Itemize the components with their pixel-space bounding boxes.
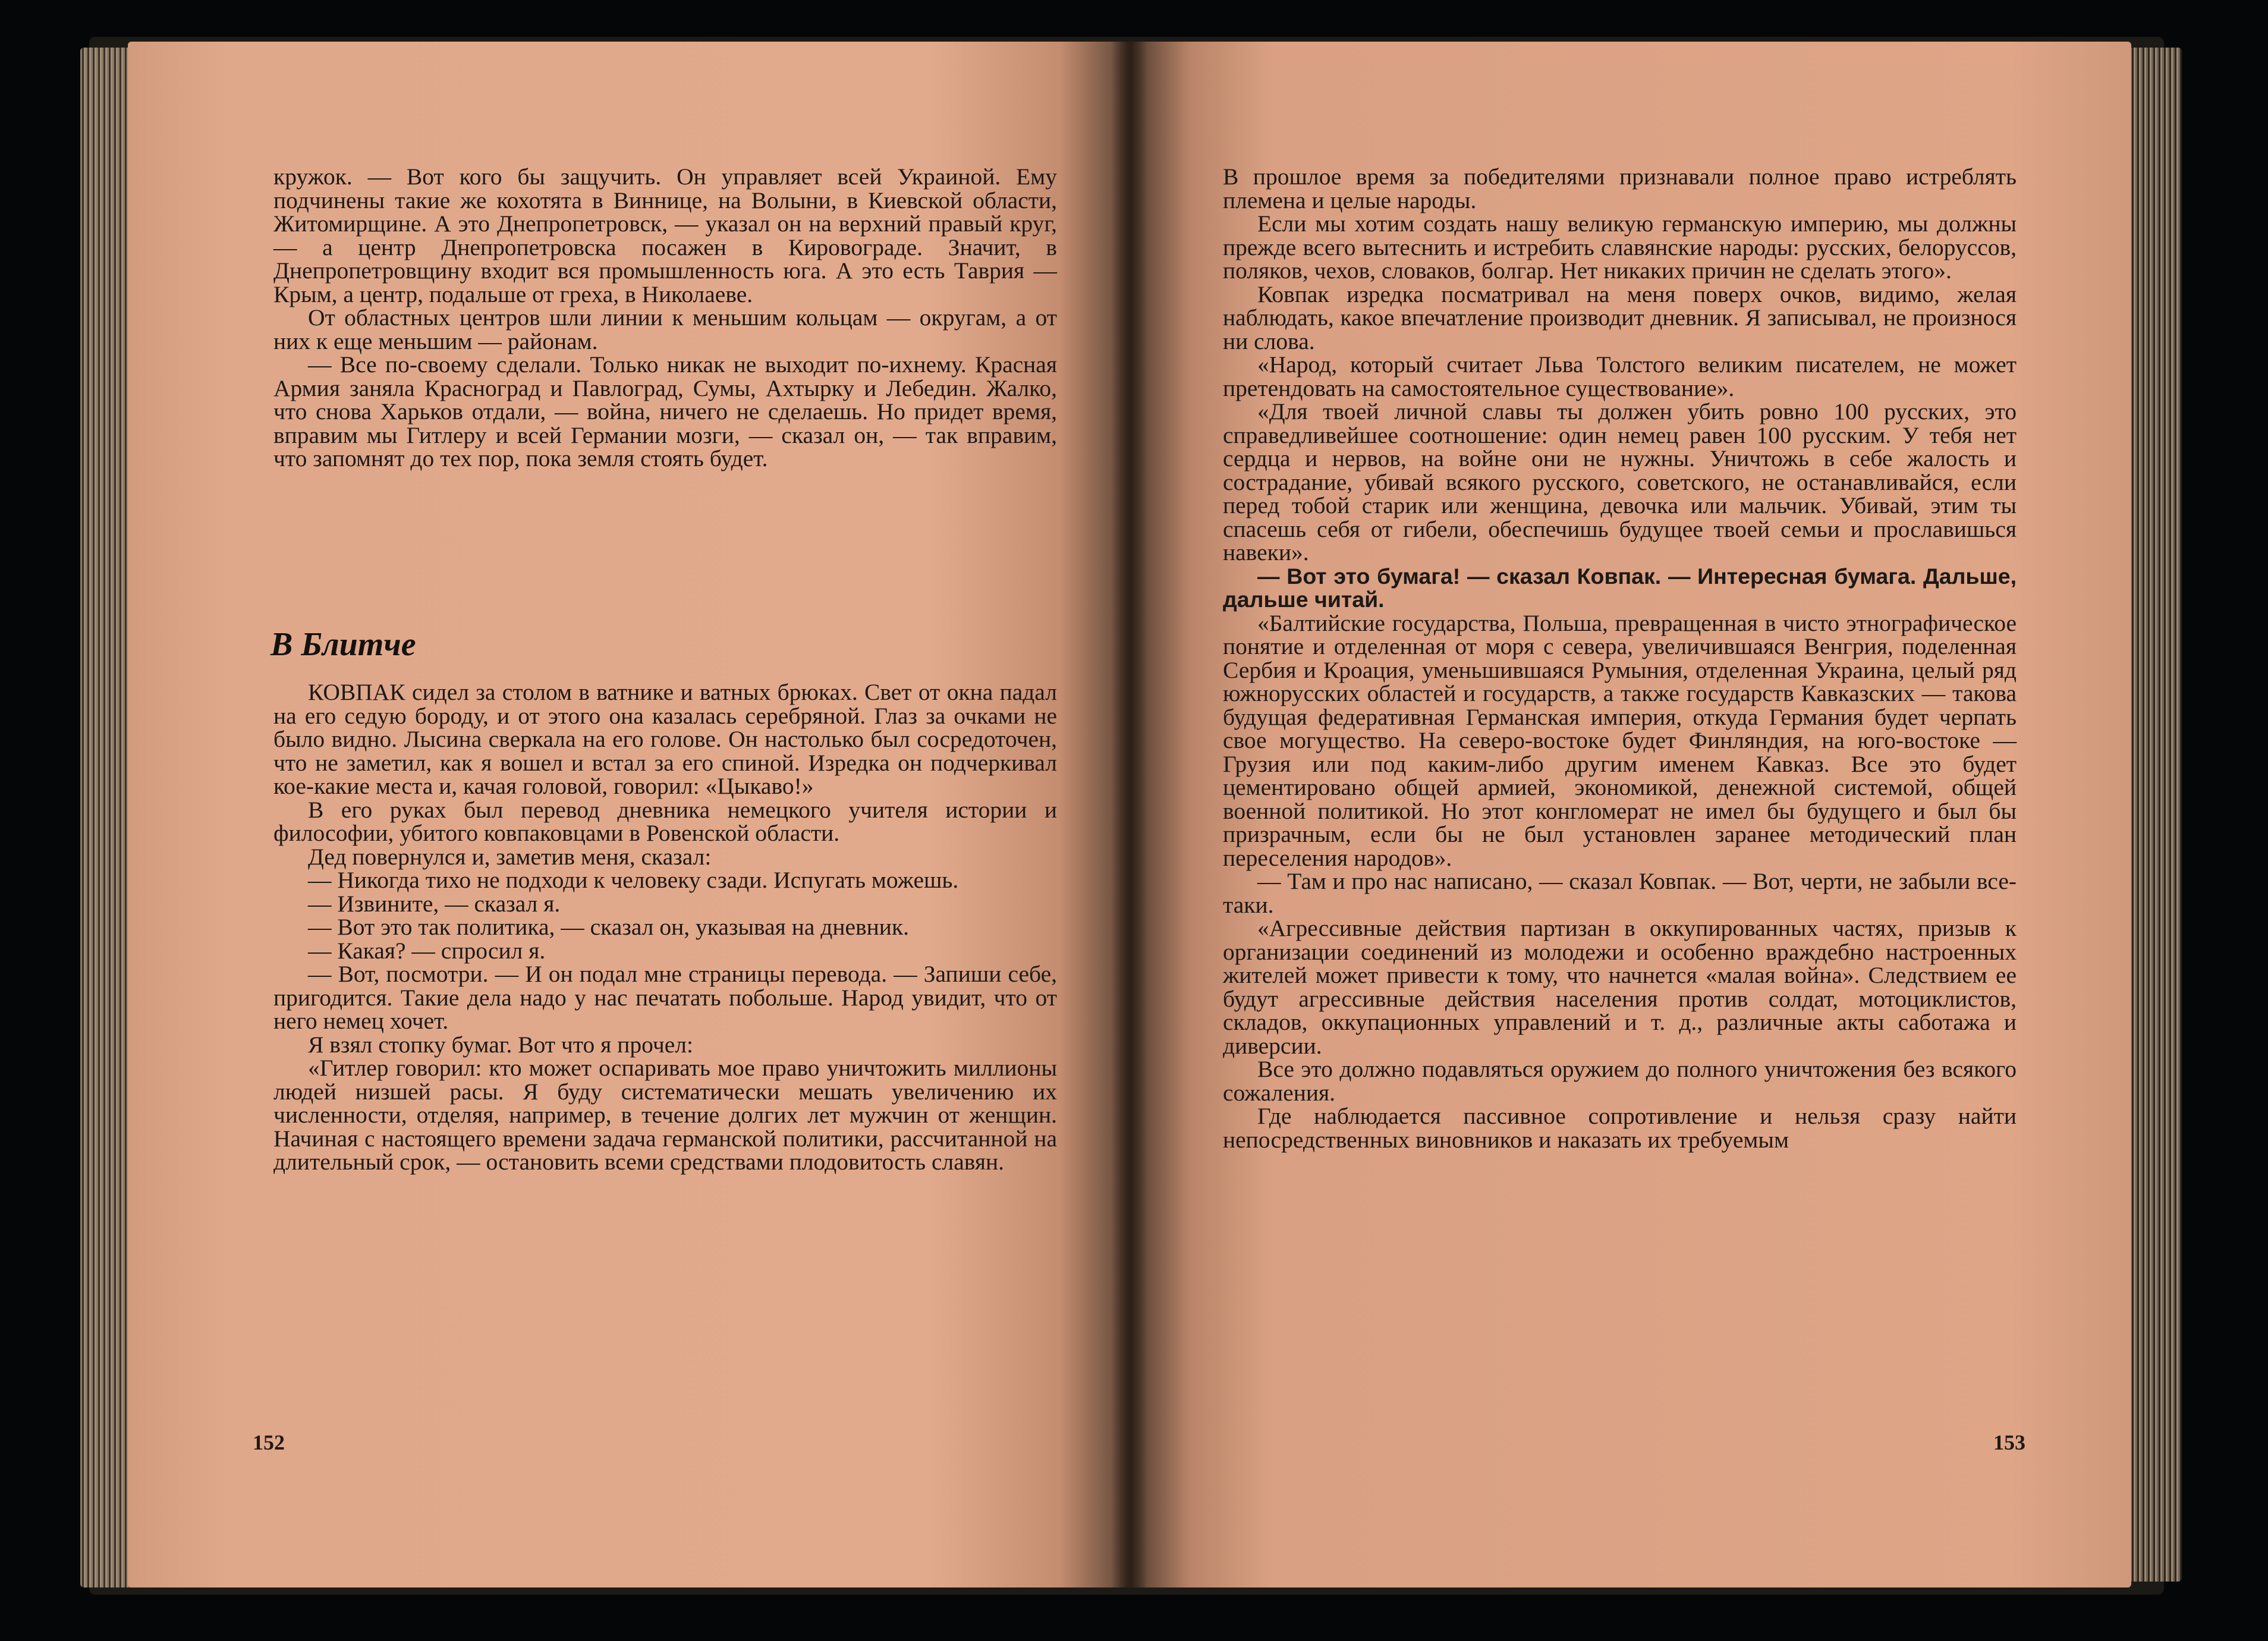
paragraph: Все это должно подавляться оружием до полного уничтожения без всякого сожаления.: [1223, 1056, 2017, 1106]
paragraph: «Балтийские государства, Польша, превращенная в чисто этнографическое понятие и отделенная от моря с севера, увеличившаяся Венгрия, поделенная Сербия и Кроация, уменьшившаяся Румыния, отделенная Украина, целый ряд южнорусских областей и государств, а также государств Кавказских — такова будущая федеративная Германская империя, откуда Германия будет черпать свое могущество. На северо-востоке будет Финляндия, на юго-востоке — Грузия или под каким-либо другим именем Кавказ. Все это будет цементировано общей армией, экономикой, денежной системой, общей военной политикой. Но этот конгломерат не имел бы будущего и был бы призрачным, если бы не был установлен заранее методический план переселения народов».: [1223, 609, 2017, 871]
left-page-section-text: [273, 681, 1057, 1174]
paragraph: — Все по-своему сделали. Только никак не выходит по-ихнему. Красная Армия заняла Красноград и Павлоград, Сумы, Ахтырку и Лебедин. Жалко, что снова Харьков отдали, — война, ничего не сделаешь. Но придет время, вправим мы Гитлеру и всей Германии мозги, — сказал он, — так вправим, что запомнят до тех пор, пока земля стоять будет.: [273, 351, 1057, 471]
left-page-continuation: [273, 165, 1057, 471]
section-heading: В Блитче: [270, 626, 416, 663]
paragraph: — Никогда тихо не подходи к человеку сзади. Испугать можешь.: [308, 867, 959, 893]
paragraph: Дед повернулся и, заметив меня, сказал:: [308, 843, 712, 870]
paragraph: Где наблюдается пассивное сопротивление и нельзя сразу найти непосредственных виновников и наказать их требуемым: [1223, 1103, 2017, 1153]
paragraph: «Для твоей личной славы ты должен убить ровно 100 русских, это справедливейшее соотношение: один немец равен 100 русским. У тебя нет сердца и нервов, на войне они не нужны. Уничтожь в себе жалость и сострадание, убивай всякого русского, советского, не останавливайся, если перед тобой старик или женщина, девочка или мальчик. Убивай, этим ты спасешь себя от гибели, обеспечишь будущее твоей семьи и прославишься навеки».: [1223, 398, 2017, 565]
paragraph: — Извините, — сказал я.: [308, 890, 561, 917]
paragraph: — Вот это бумага! — сказал Ковпак. — Интересная бумага. Дальше, дальше читай.: [1223, 563, 2017, 612]
paragraph: Ковпак изредка посматривал на меня поверх очков, видимо, желая наблюдать, какое впечатление производит дневник. Я записывал, не произнося ни слова.: [1223, 281, 2017, 354]
paragraph: В его руках был перевод дневника немецкого учителя истории и философии, убитого ковпаковцами в Ровенской области.: [273, 796, 1057, 846]
paragraph: «Агрессивные действия партизан в оккупированных частях, призыв к организации соединений из молодежи и особенно враждебно настроенных жителей может привести к тому, что начнется «малая война». Следствием ее будут агрессивные действия населения против солдат, мотоциклистов, складов, оккупационных управлений и т. д., различные акты саботажа и диверсии.: [1223, 915, 2017, 1059]
paragraph: «Гитлер говорил: кто может оспаривать мое право уничтожить миллионы людей низшей расы. Я буду систематически мешать увеличению их численности, отделяя, например, в течение долгих лет мужчин от женщин. Начиная с настоящего времени задача германской политики, рассчитанной на длительный срок, — остановить всеми средствами плодовитость славян.: [273, 1055, 1057, 1175]
paragraph: Если мы хотим создать нашу великую германскую империю, мы должны прежде всего вытеснить и истребить славянские народы: русских, белоруссов, поляков, чехов, словаков, болгар. Нет никаких причин не сделать этого».: [1223, 210, 2017, 284]
page-number-left: 152: [253, 1431, 285, 1454]
page-edges-left: [80, 48, 134, 1587]
right-page-text: [1223, 165, 2017, 1152]
book-gutter: [1112, 42, 1147, 1587]
paragraph: — Какая? — спросил я.: [308, 937, 546, 964]
paragraph: — Вот это так политика, — сказал он, указывая на дневник.: [308, 914, 910, 940]
paragraph: КОВПАК сидел за столом в ватнике и ватных брюках. Свет от окна падал на его седую бороду, и от этого она казалась серебряной. Глаз за очками не было видно. Лысина сверкала на его голове. Он настолько был сосредоточен, что не заметил, как я вошел и встал за его спиной. Изредка он подчеркивал кое-какие места и, качая головой, говорил: «Цыкаво!»: [273, 679, 1057, 799]
paragraph: В прошлое время за победителями признавали полное право истреблять племена и целые народы.: [1223, 164, 2017, 213]
paragraph: — Вот, посмотри. — И он подал мне страницы перевода. — Запиши себе, пригодится. Такие дела надо у нас печатать побольше. Народ увидит, что от него немец хочет.: [273, 961, 1057, 1034]
paragraph: От областных центров шли линии к меньшим кольцам — округам, а от них к еще меньшим — районам.: [273, 304, 1057, 354]
paragraph: кружок. — Вот кого бы защучить. Он управляет всей Украиной. Ему подчинены такие же кохотята в Виннице, на Волыни, в Киевской области, Житомирщине. А это Днепропетровск, — указал он на верхний правый круг, — а центр Днепропетровска посажен в Кировограде. Значит, в Днепропетровщину входит вся промышленность юга. А это есть Таврия — Крым, а центр, подальше от греха, в Николаеве.: [273, 164, 1057, 307]
paragraph: Я взял стопку бумаг. Вот что я прочел:: [308, 1031, 693, 1058]
paragraph: — Там и про нас написано, — сказал Ковпак. — Вот, черти, не забыли все-таки.: [1223, 868, 2017, 918]
page-number-right: 153: [1993, 1431, 2025, 1454]
paragraph: «Народ, который считает Льва Толстого великим писателем, не может претендовать на самостоятельное существование».: [1223, 351, 2017, 401]
